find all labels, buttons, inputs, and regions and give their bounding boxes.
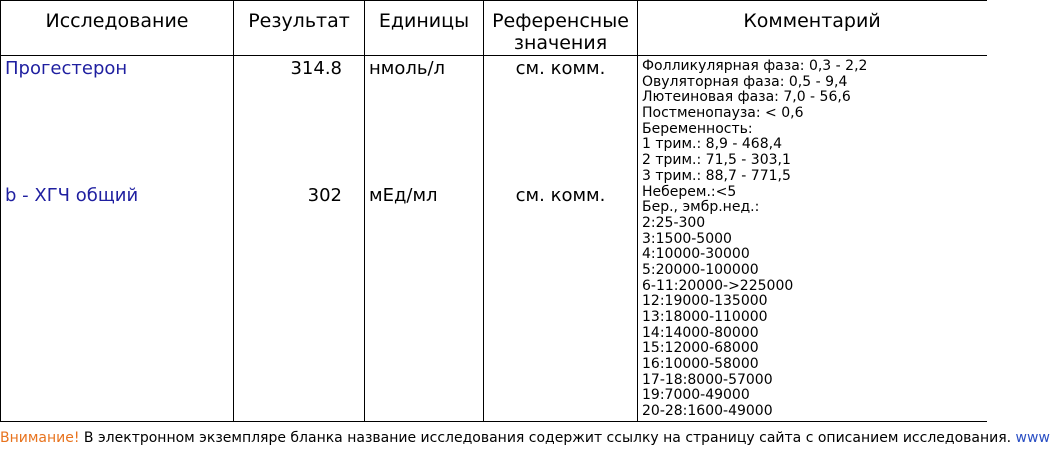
comment-line: 20-28:1600-49000 — [642, 403, 773, 420]
footer-warning: Внимание! — [0, 430, 80, 446]
comment-line: 2 трим.: 71,5 - 303,1 — [642, 152, 791, 169]
comment-line: 2:25-300 — [642, 214, 706, 231]
footer-note — [0, 428, 1050, 448]
comment-line: 3 трим.: 88,7 - 771,5 — [642, 167, 791, 184]
header-study: Исследование — [45, 10, 189, 32]
col-divider-1 — [0, 0, 1, 422]
study-link-progesterone[interactable]: Прогестерон — [5, 58, 128, 79]
result-value-progesterone: 314.8 — [290, 58, 342, 79]
comment-line: 17-18:8000-57000 — [642, 371, 773, 388]
comment-line: 19:7000-49000 — [642, 387, 750, 404]
result-value-hcg: 302 — [307, 185, 342, 206]
comment-line: 5:20000-100000 — [642, 261, 759, 278]
col-divider-5 — [637, 0, 638, 422]
reference-progesterone: см. комм. — [515, 58, 606, 79]
comment-line: Постменопауза: < 0,6 — [642, 105, 804, 122]
units-hcg: мЕд/мл — [369, 185, 438, 206]
units-progesterone: нмоль/л — [369, 58, 446, 79]
reference-hcg: см. комм. — [515, 185, 606, 206]
comment-line: 3:1500-5000 — [642, 230, 732, 247]
comment-line: Овуляторная фаза: 0,5 - 9,4 — [642, 73, 848, 90]
header-comment: Комментарий — [743, 10, 881, 32]
comment-line: Фолликулярная фаза: 0,3 - 2,2 — [642, 58, 868, 74]
table-top-border — [0, 0, 987, 1]
table-bottom-border — [0, 421, 987, 422]
header-bottom-border — [0, 55, 987, 56]
comment-line: Неберем.:<5 — [642, 183, 737, 200]
comment-line: 14:14000-80000 — [642, 324, 759, 341]
footer-text: В электронном экземпляре бланка название исследования содержит ссылку на страницу сайта с описанием исследования. — [79, 430, 1016, 446]
header-reference-line1: Референсные — [492, 10, 629, 32]
comment-line: 1 трим.: 8,9 - 468,4 — [642, 136, 782, 153]
header-result: Результат — [248, 10, 350, 32]
study-link-hcg[interactable]: b - ХГЧ общий — [5, 185, 139, 206]
header-reference-line2: значения — [513, 32, 608, 54]
comment-line: 12:19000-135000 — [642, 293, 768, 310]
comment-line: 15:12000-68000 — [642, 340, 759, 357]
comment-text — [642, 59, 986, 420]
comment-line: Бер., эмбр.нед.: — [642, 199, 760, 216]
header-units: Единицы — [378, 10, 470, 32]
comment-line: 16:10000-58000 — [642, 356, 759, 373]
comment-line: Лютеиновая фаза: 7,0 - 56,6 — [642, 89, 851, 106]
footer-site-link[interactable]: www — [1015, 430, 1050, 446]
comment-line: 6-11:20000->225000 — [642, 277, 794, 294]
col-divider-3 — [364, 0, 365, 422]
comment-line: Беременность: — [642, 120, 753, 137]
comment-line: 13:18000-110000 — [642, 309, 768, 325]
comment-line: 4:10000-30000 — [642, 246, 750, 263]
